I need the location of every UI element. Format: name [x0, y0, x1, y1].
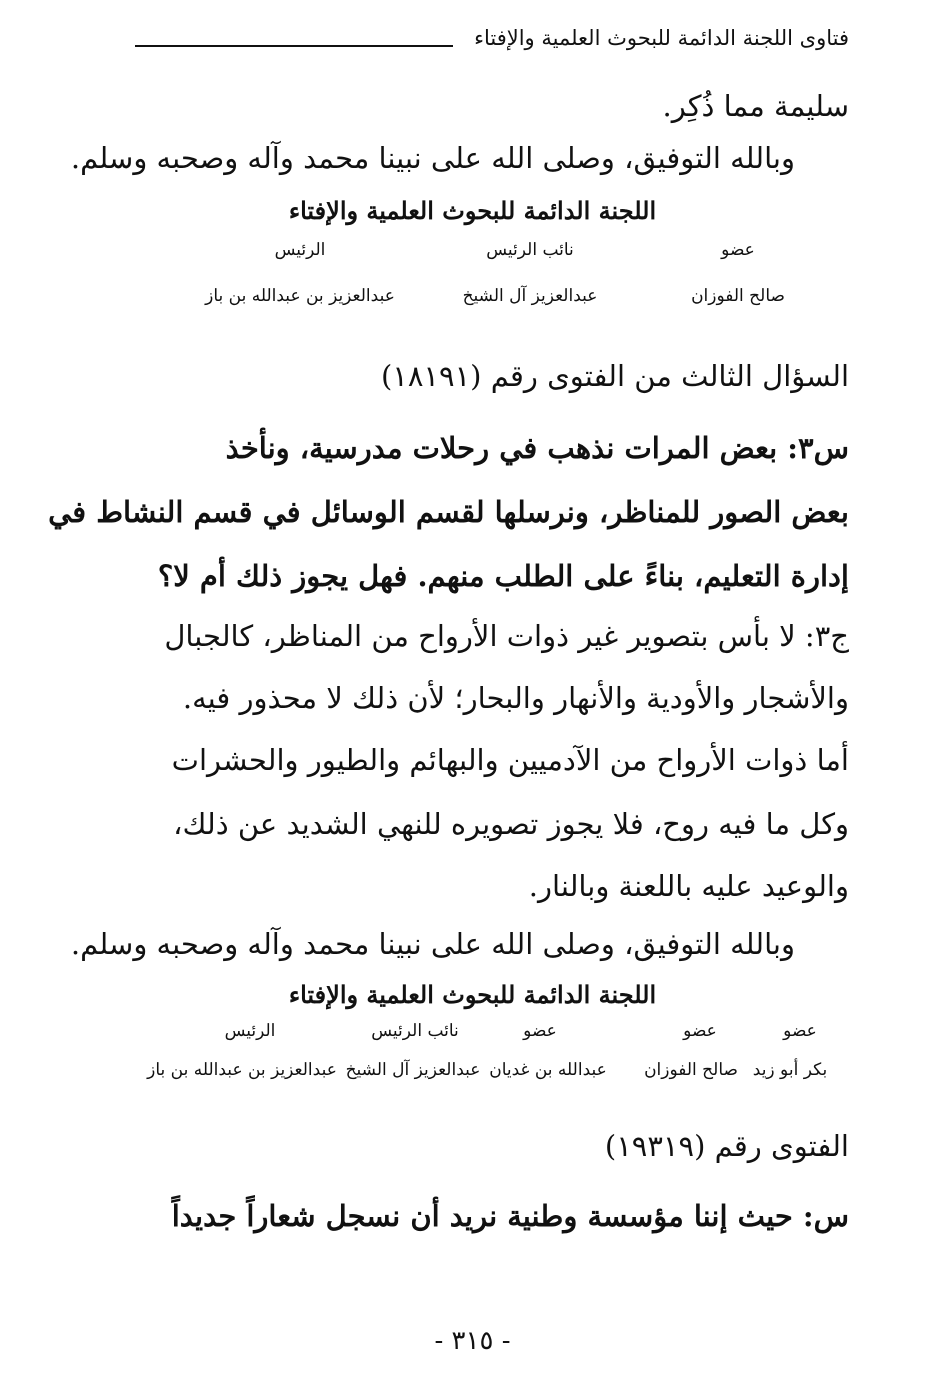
answer-line: ج٣: لا بأس بتصوير غير ذوات الأرواح من المناظر، كالجبال	[164, 619, 849, 653]
question-line: س٣: بعض المرات نذهب في رحلات مدرسية، ونأخذ	[225, 431, 849, 465]
question-line: س: حيث إننا مؤسسة وطنية نريد أن نسجل شعاراً جديداً	[171, 1199, 849, 1233]
signature-name: عبدالعزيز آل الشيخ	[345, 1060, 481, 1080]
question-line: بعض الصور للمناظر، ونرسلها لقسم الوسائل في قسم النشاط في	[48, 495, 849, 529]
fatwa-heading: الفتوى رقم (١٩٣١٩)	[604, 1129, 849, 1163]
signature-name: عبدالله بن غديان	[489, 1060, 607, 1080]
signature-name: عبدالعزيز آل الشيخ	[462, 286, 598, 306]
committee-name: اللجنة الدائمة للبحوث العلمية والإفتاء	[288, 980, 657, 1009]
continuation-text: سليمة مما ذُكِر.	[662, 89, 849, 123]
page-number: - ٣١٥ -	[434, 1326, 511, 1356]
signature-role: عضو	[683, 1021, 717, 1041]
signature-role: الرئيس	[274, 240, 326, 260]
signature-role: عضو	[783, 1021, 817, 1041]
signature-name: صالح الفوزان	[644, 1060, 738, 1080]
answer-line: وكل ما فيه روح، فلا يجوز تصويره للنهي الشديد عن ذلك،	[173, 807, 849, 841]
closing-prayer: وبالله التوفيق، وصلى الله على نبينا محمد وآله وصحبه وسلم.	[70, 927, 795, 961]
header-rule	[135, 45, 453, 47]
answer-line: أما ذوات الأرواح من الآدميين والبهائم والطيور والحشرات	[171, 743, 849, 777]
fatwa-heading: السؤال الثالث من الفتوى رقم (١٨١٩١)	[380, 359, 849, 393]
answer-line: والأشجار والأودية والأنهار والبحار؛ لأن ذلك لا محذور فيه.	[182, 681, 849, 715]
signature-name: عبدالعزيز بن عبدالله بن باز	[205, 286, 395, 306]
signature-name: صالح الفوزان	[691, 286, 785, 306]
answer-line: والوعيد عليه باللعنة وبالنار.	[528, 869, 849, 903]
signature-name: عبدالعزيز بن عبدالله بن باز	[147, 1060, 337, 1080]
question-line: إدارة التعليم، بناءً على الطلب منهم. فهل يجوز ذلك أم لا؟	[157, 559, 849, 593]
signature-role: الرئيس	[224, 1021, 276, 1041]
signature-role: نائب الرئيس	[371, 1021, 459, 1041]
running-header-title: فتاوى اللجنة الدائمة للبحوث العلمية والإفتاء	[474, 26, 849, 50]
closing-prayer: وبالله التوفيق، وصلى الله على نبينا محمد وآله وصحبه وسلم.	[70, 141, 795, 175]
signature-role: نائب الرئيس	[486, 240, 574, 260]
committee-name: اللجنة الدائمة للبحوث العلمية والإفتاء	[288, 196, 657, 225]
signature-role: عضو	[523, 1021, 557, 1041]
signature-name: بكر أبو زيد	[752, 1060, 828, 1080]
signature-role: عضو	[721, 240, 755, 260]
